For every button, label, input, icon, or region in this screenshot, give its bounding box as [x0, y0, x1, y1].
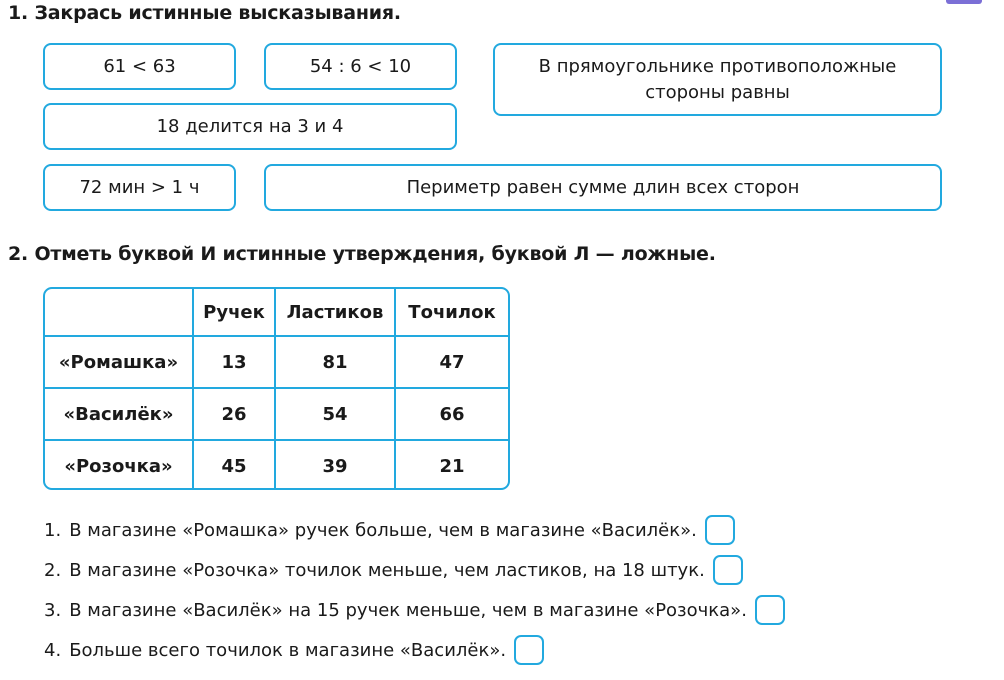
- list-item: [44, 590, 785, 630]
- column-header-pens: Ручек: [193, 289, 275, 336]
- column-header-sharpeners: Точилок: [395, 289, 508, 336]
- table-cell: 54: [275, 388, 395, 440]
- list-item: [44, 630, 785, 670]
- row-header-shop: «Василёк»: [45, 388, 193, 440]
- claim-text: Больше всего точилок в магазине «Василёк».: [69, 639, 507, 661]
- answer-box[interactable]: [755, 595, 785, 625]
- table-row: [45, 440, 508, 490]
- table-cell: 21: [395, 440, 508, 490]
- table-cell: 45: [193, 440, 275, 490]
- row-header-shop: «Розочка»: [45, 440, 193, 490]
- table-cell: 81: [275, 336, 395, 388]
- statement-card[interactable]: 18 делится на 3 и 4: [43, 103, 457, 150]
- claim-number: 1.: [44, 519, 62, 541]
- task1-title: 1. Закрась истинные высказывания.: [8, 2, 401, 24]
- list-item: [44, 510, 785, 550]
- claim-number: 4.: [44, 639, 62, 661]
- answer-box[interactable]: [705, 515, 735, 545]
- statement-card[interactable]: 72 мин > 1 ч: [43, 164, 236, 211]
- answer-box[interactable]: [713, 555, 743, 585]
- table-corner-cell: [45, 289, 193, 336]
- statement-card[interactable]: В прямоугольнике противоположные стороны равны: [493, 43, 942, 116]
- statement-card[interactable]: 54 : 6 < 10: [264, 43, 457, 90]
- statement-card[interactable]: 61 < 63: [43, 43, 236, 90]
- shops-table: [43, 287, 510, 490]
- table-cell: 39: [275, 440, 395, 490]
- table-row: [45, 336, 508, 388]
- table-header-row: [45, 289, 508, 336]
- claim-number: 2.: [44, 559, 62, 581]
- claim-text: В магазине «Розочка» точилок меньше, чем ластиков, на 18 штук.: [69, 559, 705, 581]
- table-cell: 66: [395, 388, 508, 440]
- table-row: [45, 388, 508, 440]
- claim-number: 3.: [44, 599, 62, 621]
- claims-list: [44, 510, 785, 670]
- table-cell: 47: [395, 336, 508, 388]
- task2-title: 2. Отметь буквой И истинные утверждения, буквой Л — ложные.: [8, 243, 716, 265]
- claim-text: В магазине «Василёк» на 15 ручек меньше, чем в магазине «Розочка».: [69, 599, 747, 621]
- claim-text: В магазине «Ромашка» ручек больше, чем в магазине «Василёк».: [69, 519, 697, 541]
- row-header-shop: «Ромашка»: [45, 336, 193, 388]
- statement-card[interactable]: Периметр равен сумме длин всех сторон: [264, 164, 942, 211]
- corner-tab-mark: [946, 0, 982, 4]
- answer-box[interactable]: [514, 635, 544, 665]
- column-header-erasers: Ластиков: [275, 289, 395, 336]
- list-item: [44, 550, 785, 590]
- table-cell: 26: [193, 388, 275, 440]
- table-cell: 13: [193, 336, 275, 388]
